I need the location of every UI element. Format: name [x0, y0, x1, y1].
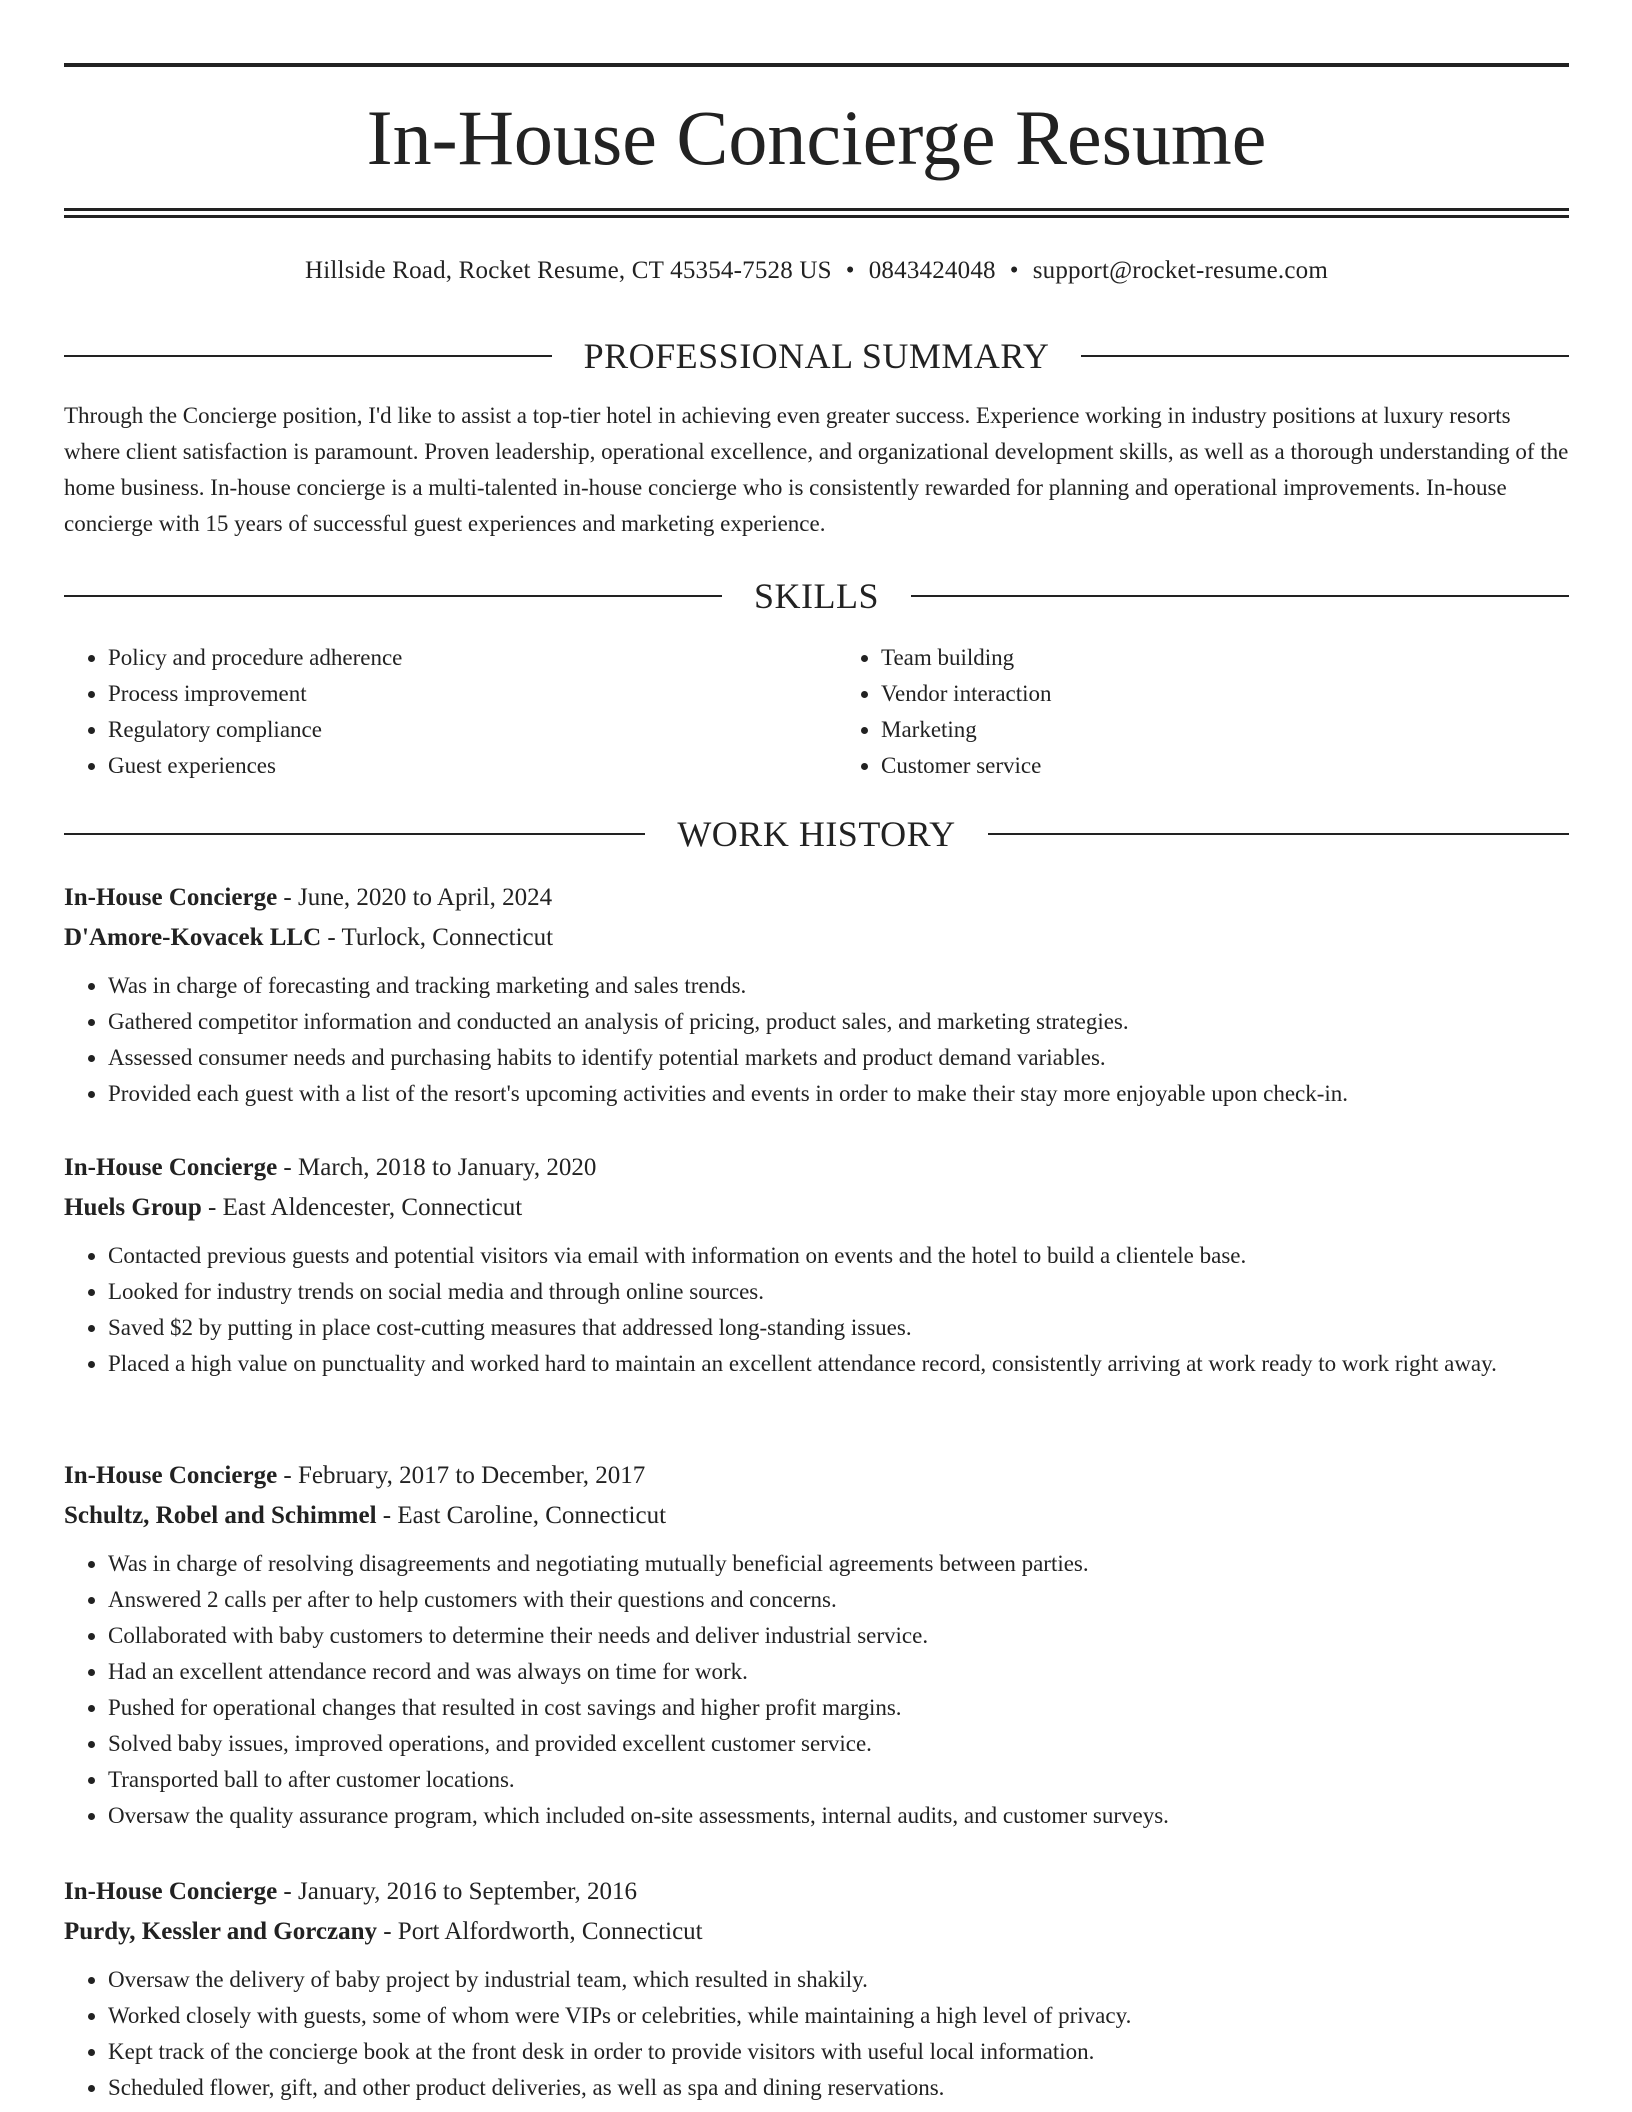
- job-title-line: [64, 1456, 1569, 1496]
- job-company: D'Amore-Kovacek LLC: [64, 924, 322, 951]
- job-bullets: [64, 1238, 1569, 1382]
- heading-rule-right: [988, 833, 1569, 835]
- summary-heading: [64, 334, 1569, 378]
- skill-item: • Marketing: [881, 712, 1569, 748]
- job-location: - East Caroline, Connecticut: [376, 1502, 667, 1529]
- job-bullet: • Kept track of the concierge book at the front desk in order to provide visitors with useful local information.: [108, 2034, 1569, 2070]
- job-bullet: • Gathered competitor information and conducted an analysis of pricing, product sales, and marketing strategies.: [108, 1004, 1569, 1040]
- heading-rule-right: [1081, 355, 1569, 357]
- job-title: In-House Concierge: [64, 1154, 278, 1181]
- skills-list: [64, 640, 1569, 784]
- job-bullets: [64, 1962, 1569, 2106]
- job-location: - Turlock, Connecticut: [321, 924, 554, 951]
- job-title-line: [64, 878, 1569, 918]
- heading-rule-left: [64, 355, 552, 357]
- skill-item: • Vendor interaction: [881, 676, 1569, 712]
- job-bullet: • Assessed consumer needs and purchasing habits to identify potential markets and product demand variables.: [108, 1040, 1569, 1076]
- job-bullet: • Saved $2 by putting in place cost-cutting measures that addressed long-standing issues.: [108, 1310, 1569, 1346]
- job-bullets: [64, 1546, 1569, 1834]
- skill-item: • Regulatory compliance: [108, 712, 796, 748]
- job-company-line: [64, 918, 1569, 958]
- skills-heading: [64, 574, 1569, 618]
- job-title-line: [64, 1872, 1569, 1912]
- job-dates: - March, 2018 to January, 2020: [277, 1154, 597, 1181]
- job-bullet: • Was in charge of resolving disagreements and negotiating mutually beneficial agreements between parties.: [108, 1546, 1569, 1582]
- summary-text: Through the Concierge position, I'd like to assist a top-tier hotel in achieving even greater success. Experience working in industry positions at luxury resorts where client satisfaction is paramount. Proven leadership, operational excellence, and organizational development skills, as well as a thorough understanding of the home business. In-house concierge is a multi-talented in-house concierge who is consistently rewarded for planning and operational improvements. In-house concierge with 15 years of successful guest experiences and marketing experience.: [64, 403, 1569, 536]
- job-bullet: • Provided each guest with a list of the resort's upcoming activities and events in order to make their stay more enjoyable upon check-in.: [108, 1076, 1569, 1112]
- skill-item: • Policy and procedure adherence: [108, 640, 796, 676]
- contact-phone: 0843424048: [868, 257, 996, 284]
- job-entry: [64, 878, 1569, 1112]
- work-heading-label: WORK HISTORY: [677, 814, 956, 854]
- job-title: In-House Concierge: [64, 1462, 278, 1489]
- job-company-line: [64, 1912, 1569, 1952]
- title-rule-lower: [64, 215, 1569, 218]
- job-bullet: • Scheduled flower, gift, and other product deliveries, as well as spa and dining reservations.: [108, 2070, 1569, 2106]
- heading-rule-left: [64, 833, 645, 835]
- top-rule: [64, 63, 1569, 67]
- job-bullet: • Solved baby issues, improved operations, and provided excellent customer service.: [108, 1726, 1569, 1762]
- skills-column-right: [796, 640, 1569, 784]
- job-bullets: [64, 968, 1569, 1112]
- skills-heading-label: SKILLS: [754, 576, 880, 616]
- contact-email: support@rocket-resume.com: [1032, 257, 1328, 284]
- job-bullet: • Oversaw the quality assurance program, which included on-site assessments, internal audits, and customer surveys.: [108, 1798, 1569, 1834]
- job-company: Schultz, Robel and Schimmel: [64, 1502, 377, 1529]
- contact-line: [64, 254, 1569, 288]
- job-company-line: [64, 1188, 1569, 1228]
- contact-address: Hillside Road, Rocket Resume, CT 45354-7528 US: [305, 257, 832, 284]
- job-location: - Port Alfordworth, Connecticut: [376, 1918, 703, 1945]
- job-bullet: • Oversaw the delivery of baby project by industrial team, which resulted in shakily.: [108, 1962, 1569, 1998]
- contact-separator: •: [845, 257, 855, 284]
- summary-heading-label: PROFESSIONAL SUMMARY: [583, 336, 1050, 376]
- job-bullet: • Was in charge of forecasting and tracking marketing and sales trends.: [108, 968, 1569, 1004]
- job-dates: - June, 2020 to April, 2024: [277, 884, 553, 911]
- job-bullet: • Collaborated with baby customers to determine their needs and deliver industrial service.: [108, 1618, 1569, 1654]
- job-company: Huels Group: [64, 1194, 202, 1221]
- job-title: In-House Concierge: [64, 1878, 278, 1905]
- heading-rule-right: [911, 595, 1569, 597]
- job-title: In-House Concierge: [64, 884, 278, 911]
- contact-separator: •: [1009, 257, 1019, 284]
- job-bullet: • Contacted previous guests and potential visitors via email with information on events and the hotel to build a clientele base.: [108, 1238, 1569, 1274]
- work-heading: [64, 812, 1569, 856]
- skill-item: • Customer service: [881, 748, 1569, 784]
- resume-title: In-House Concierge Resume: [366, 94, 1267, 181]
- job-bullet: • Worked closely with guests, some of whom were VIPs or celebrities, while maintaining a high level of privacy.: [108, 1998, 1569, 2034]
- skill-item: • Team building: [881, 640, 1569, 676]
- title-rule-upper: [64, 208, 1569, 211]
- job-bullet: • Pushed for operational changes that resulted in cost savings and higher profit margins.: [108, 1690, 1569, 1726]
- job-entry: [64, 1456, 1569, 1834]
- job-entry: [64, 1148, 1569, 1382]
- job-location: - East Aldencester, Connecticut: [201, 1194, 523, 1221]
- job-company-line: [64, 1496, 1569, 1536]
- job-company: Purdy, Kessler and Gorczany: [64, 1918, 377, 1945]
- job-bullet: • Placed a high value on punctuality and worked hard to maintain an excellent attendance record, consistently arriving at work ready to work right away.: [108, 1346, 1569, 1382]
- job-dates: - February, 2017 to December, 2017: [277, 1462, 646, 1489]
- skill-item: • Guest experiences: [108, 748, 796, 784]
- job-bullet: • Looked for industry trends on social media and through online sources.: [108, 1274, 1569, 1310]
- job-bullet: • Transported ball to after customer locations.: [108, 1762, 1569, 1798]
- job-dates: - January, 2016 to September, 2016: [277, 1878, 637, 1905]
- job-bullet: • Had an excellent attendance record and was always on time for work.: [108, 1654, 1569, 1690]
- skills-column-left: [64, 640, 796, 784]
- job-entry: [64, 1872, 1569, 2106]
- job-title-line: [64, 1148, 1569, 1188]
- skill-item: • Process improvement: [108, 676, 796, 712]
- heading-rule-left: [64, 595, 722, 597]
- job-bullet: • Answered 2 calls per after to help customers with their questions and concerns.: [108, 1582, 1569, 1618]
